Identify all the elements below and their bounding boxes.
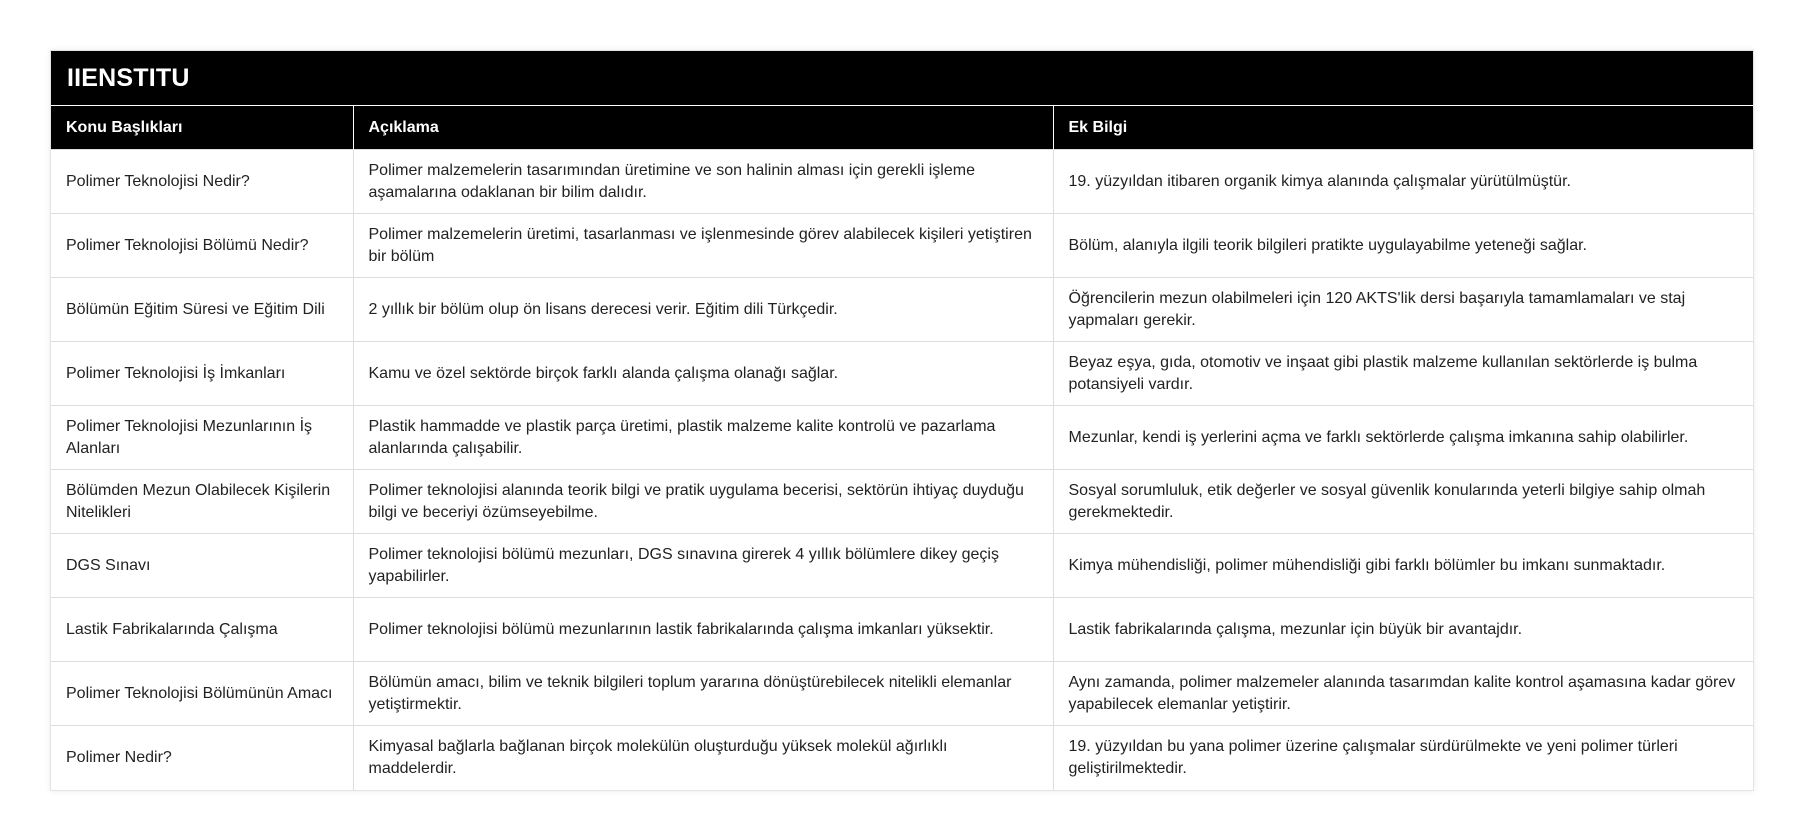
table-row [51,662,1753,726]
cell-topic: DGS Sınavı [51,534,353,598]
info-table-card [50,50,1754,791]
cell-extra-info: Lastik fabrikalarında çalışma, mezunlar için büyük bir avantajdır. [1053,598,1753,662]
table-row [51,278,1753,342]
table-row [51,726,1753,790]
table-title: IIENSTITU [51,51,1753,105]
cell-extra-info: Aynı zamanda, polimer malzemeler alanında tasarımdan kalite kontrol aşamasına kadar görev yapabilecek elemanlar yetiştirir. [1053,662,1753,726]
header-description: Açıklama [353,106,1053,150]
cell-extra-info: Kimya mühendisliği, polimer mühendisliği gibi farklı bölümler bu imkanı sunmaktadır. [1053,534,1753,598]
cell-description: Plastik hammadde ve plastik parça üretimi, plastik malzeme kalite kontrolü ve pazarlama alanlarında çalışabilir. [353,406,1053,470]
table-row [51,342,1753,406]
cell-topic: Polimer Teknolojisi Mezunlarının İş Alanları [51,406,353,470]
cell-description: Polimer malzemelerin üretimi, tasarlanması ve işlenmesinde görev alabilecek kişileri yetiştiren bir bölüm [353,214,1053,278]
cell-description: Polimer teknolojisi bölümü mezunlarının lastik fabrikalarında çalışma imkanları yüksektir. [353,598,1053,662]
table-row [51,534,1753,598]
cell-topic: Polimer Teknolojisi Bölümü Nedir? [51,214,353,278]
cell-extra-info: Bölüm, alanıyla ilgili teorik bilgileri pratikte uygulayabilme yeteneği sağlar. [1053,214,1753,278]
table-row [51,150,1753,214]
table-row [51,470,1753,534]
cell-description: Kamu ve özel sektörde birçok farklı alanda çalışma olanağı sağlar. [353,342,1053,406]
cell-description: Polimer teknolojisi alanında teorik bilgi ve pratik uygulama becerisi, sektörün ihtiyaç duyduğu bilgi ve beceriyi özümseyebilme. [353,470,1053,534]
cell-description: Kimyasal bağlarla bağlanan birçok molekülün oluşturduğu yüksek molekül ağırlıklı maddelerdir. [353,726,1053,790]
info-table [51,105,1753,790]
header-extra-info: Ek Bilgi [1053,106,1753,150]
table-row [51,214,1753,278]
cell-description: Polimer malzemelerin tasarımından üretimine ve son halinin alması için gerekli işleme aşamalarına odaklanan bir bilim dalıdır. [353,150,1053,214]
cell-topic: Polimer Nedir? [51,726,353,790]
cell-description: Polimer teknolojisi bölümü mezunları, DGS sınavına girerek 4 yıllık bölümlere dikey geçiş yapabilirler. [353,534,1053,598]
cell-topic: Lastik Fabrikalarında Çalışma [51,598,353,662]
cell-extra-info: Sosyal sorumluluk, etik değerler ve sosyal güvenlik konularında yeterli bilgiye sahip olmah gerekmektedir. [1053,470,1753,534]
cell-topic: Bölümden Mezun Olabilecek Kişilerin Nitelikleri [51,470,353,534]
cell-description: Bölümün amacı, bilim ve teknik bilgileri toplum yararına dönüştürebilecek nitelikli elemanlar yetiştirmektir. [353,662,1053,726]
cell-extra-info: Beyaz eşya, gıda, otomotiv ve inşaat gibi plastik malzeme kullanılan sektörlerde iş bulma potansiyeli vardır. [1053,342,1753,406]
header-row [51,106,1753,150]
cell-topic: Polimer Teknolojisi Nedir? [51,150,353,214]
cell-topic: Bölümün Eğitim Süresi ve Eğitim Dili [51,278,353,342]
table-row [51,406,1753,470]
cell-extra-info: 19. yüzyıldan itibaren organik kimya alanında çalışmalar yürütülmüştür. [1053,150,1753,214]
cell-description: 2 yıllık bir bölüm olup ön lisans derecesi verir. Eğitim dili Türkçedir. [353,278,1053,342]
cell-extra-info: Mezunlar, kendi iş yerlerini açma ve farklı sektörlerde çalışma imkanına sahip olabilirler. [1053,406,1753,470]
cell-topic: Polimer Teknolojisi İş İmkanları [51,342,353,406]
cell-extra-info: 19. yüzyıldan bu yana polimer üzerine çalışmalar sürdürülmekte ve yeni polimer türleri geliştirilmektedir. [1053,726,1753,790]
cell-topic: Polimer Teknolojisi Bölümünün Amacı [51,662,353,726]
header-topic: Konu Başlıkları [51,106,353,150]
cell-extra-info: Öğrencilerin mezun olabilmeleri için 120 AKTS'lik dersi başarıyla tamamlamaları ve staj yapmaları gerekir. [1053,278,1753,342]
table-row [51,598,1753,662]
